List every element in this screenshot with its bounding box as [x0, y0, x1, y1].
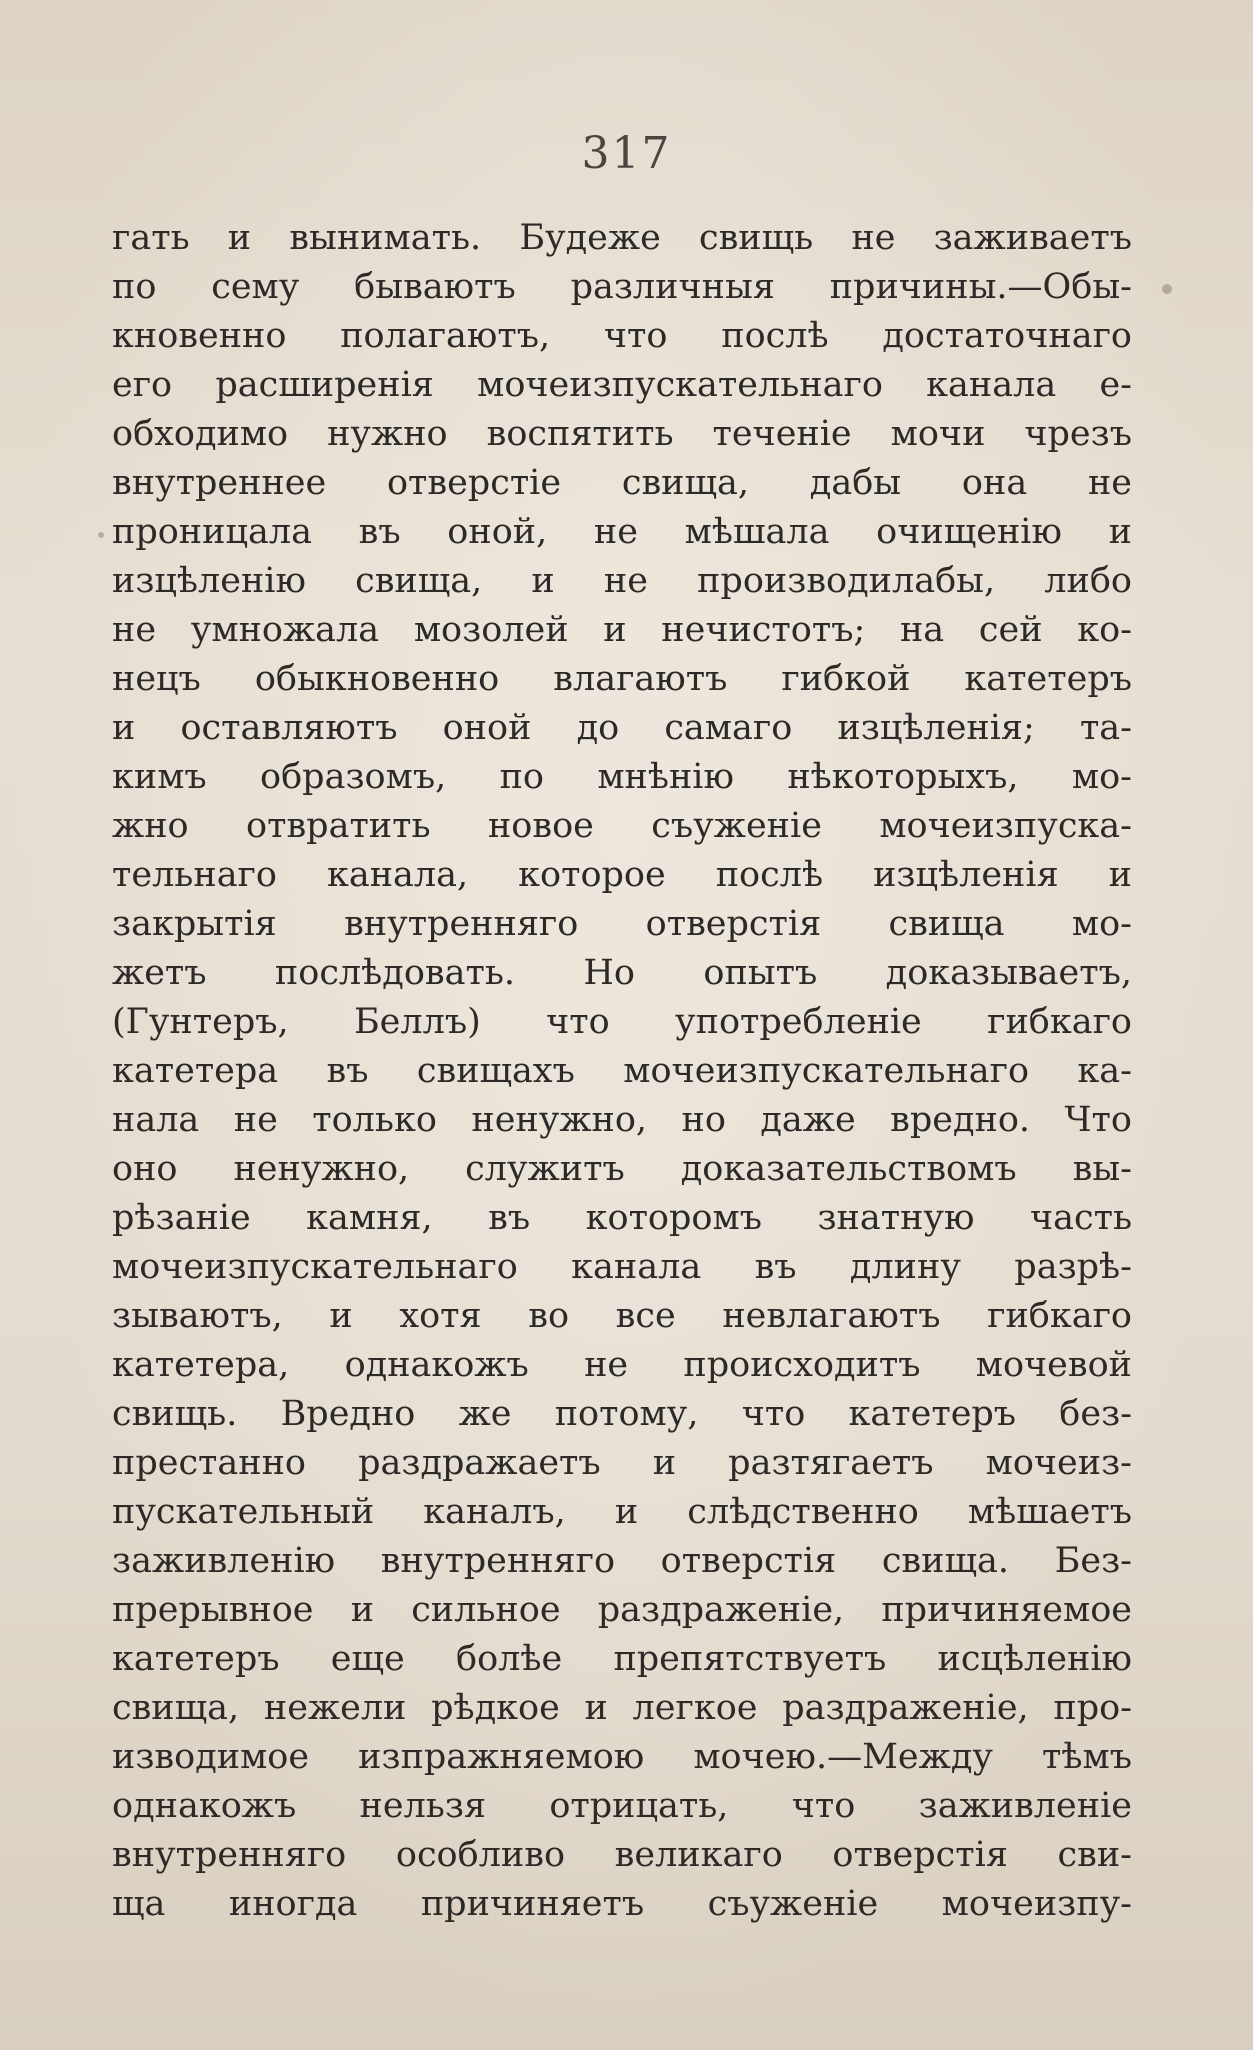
- text-line: жетъ послѣдовать. Но опытъ доказываетъ,: [112, 953, 1132, 993]
- text-line: (Гунтеръ, Беллъ) что употребленіе гибкаго: [112, 1002, 1132, 1042]
- text-line: жно отвратить новое съуженіе мочеизпуска-: [112, 806, 1132, 846]
- text-line: престанно раздражаетъ и разтягаетъ мочеиз-: [112, 1443, 1132, 1483]
- text-line: рѣзаніе камня, въ которомъ знатную часть: [112, 1198, 1132, 1238]
- text-line: однакожъ нельзя отрицать, что заживленіе: [112, 1786, 1132, 1826]
- text-line: не умножала мозолей и нечистотъ; на сей ко-: [112, 610, 1132, 650]
- text-line: мочеизпускательнаго канала въ длину разрѣ-: [112, 1247, 1132, 1287]
- text-line: свищь. Вредно же потому, что катетеръ без-: [112, 1394, 1132, 1434]
- ink-spot: [1162, 284, 1172, 294]
- text-line: свища, нежели рѣдкое и легкое раздраженіе, про-: [112, 1688, 1132, 1728]
- text-line: тельнаго канала, которое послѣ изцѣленія и: [112, 855, 1132, 895]
- body-text: [112, 214, 1132, 1929]
- text-line: зываютъ, и хотя во все невлагаютъ гибкаго: [112, 1296, 1132, 1336]
- text-line: по сему бываютъ различныя причины.—Обы-: [112, 267, 1132, 307]
- page-number: 317: [581, 128, 672, 179]
- text-line: и оставляютъ оной до самаго изцѣленія; та-: [112, 708, 1132, 748]
- text-line: изводимое изпражняемою мочею.—Между тѣмъ: [112, 1737, 1132, 1777]
- text-line: гать и вынимать. Будеже свищь не заживаетъ: [112, 218, 1132, 258]
- ink-spot: [98, 532, 104, 538]
- text-line: нала не только ненужно, но даже вредно. Что: [112, 1100, 1132, 1140]
- text-line: катетера въ свищахъ мочеизпускательнаго ка-: [112, 1051, 1132, 1091]
- text-line: закрытія внутренняго отверстія свища мо-: [112, 904, 1132, 944]
- text-line: катетеръ еще болѣе препятствуетъ исцѣленію: [112, 1639, 1132, 1679]
- text-line: заживленію внутренняго отверстія свища. Без-: [112, 1541, 1132, 1581]
- text-line: его расширенія мочеизпускательнаго канала е-: [112, 365, 1132, 405]
- text-line: кновенно полагаютъ, что послѣ достаточнаго: [112, 316, 1132, 356]
- text-line: ща иногда причиняетъ съуженіе мочеизпу-: [112, 1884, 1132, 1924]
- text-line: прерывное и сильное раздраженіе, причиняемое: [112, 1590, 1132, 1630]
- text-line: внутреннее отверстіе свища, дабы она не: [112, 463, 1132, 503]
- text-line: обходимо нужно воспятить теченіе мочи чрезъ: [112, 414, 1132, 454]
- text-line: внутренняго особливо великаго отверстія сви-: [112, 1835, 1132, 1875]
- text-line: нецъ обыкновенно влагаютъ гибкой катетеръ: [112, 659, 1132, 699]
- text-line: оно ненужно, служитъ доказательствомъ вы-: [112, 1149, 1132, 1189]
- text-line: изцѣленію свища, и не производилабы, либо: [112, 561, 1132, 601]
- text-line: проницала въ оной, не мѣшала очищенію и: [112, 512, 1132, 552]
- text-line: катетера, однакожъ не происходитъ мочевой: [112, 1345, 1132, 1385]
- text-line: кимъ образомъ, по мнѣнію нѣкоторыхъ, мо-: [112, 757, 1132, 797]
- text-line: пускательный каналъ, и слѣдственно мѣшаетъ: [112, 1492, 1132, 1532]
